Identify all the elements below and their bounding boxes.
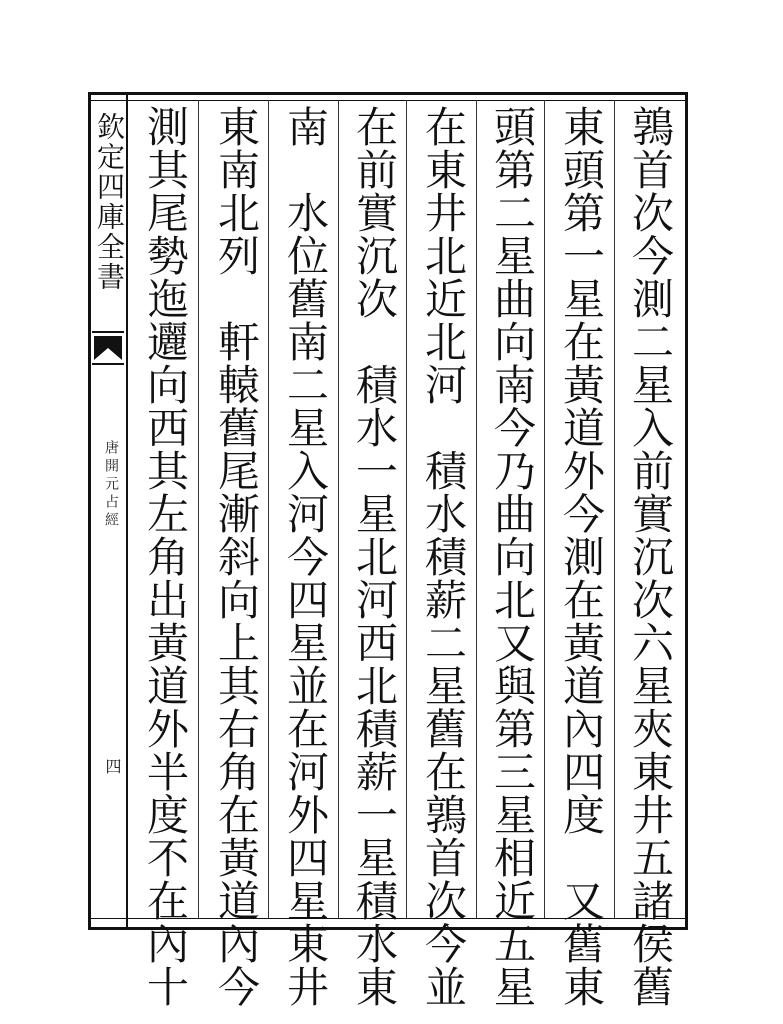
column-rule [544, 100, 545, 918]
column-rule [338, 100, 339, 918]
text-column-7: 東南北列 軒轅舊尾漸斜向上其右角在黃道內今 [212, 105, 261, 1008]
text-column-2: 東頭第一星在黃道外今測在黃道內四度 又舊東 [557, 105, 606, 1008]
column-rule [614, 100, 615, 918]
text-column-1: 鶉首次今測二星入前實沉次六星夾東井五諸侯舊 [626, 105, 675, 1008]
text-column-8: 測其尾勢迤邐向西其左角出黃道外半度不在內十 [141, 105, 190, 1008]
fishtail-mark-icon [90, 330, 126, 366]
text-column-4: 在東井北近北河 積水積薪二星舊在鶉首次今並 [419, 105, 468, 1008]
column-rule [268, 100, 269, 918]
column-rule [476, 100, 477, 918]
text-column-3: 頭第二星曲向南今乃曲向北又與第三星相近五星 [488, 105, 537, 1008]
chapter-title: 唐開元占經 [103, 440, 119, 530]
text-column-5: 在前實沉次 積水一星北河西北積薪一星積水東 [350, 105, 399, 1008]
text-column-6: 南 水位舊南二星入河今四星並在河外四星東井 [281, 105, 330, 1008]
page-number: 四 [103, 758, 122, 774]
page-border-inner-top [88, 100, 688, 101]
column-rule [198, 100, 199, 918]
book-title: 欽定四庫全書 [93, 112, 126, 292]
column-rule [406, 100, 407, 918]
